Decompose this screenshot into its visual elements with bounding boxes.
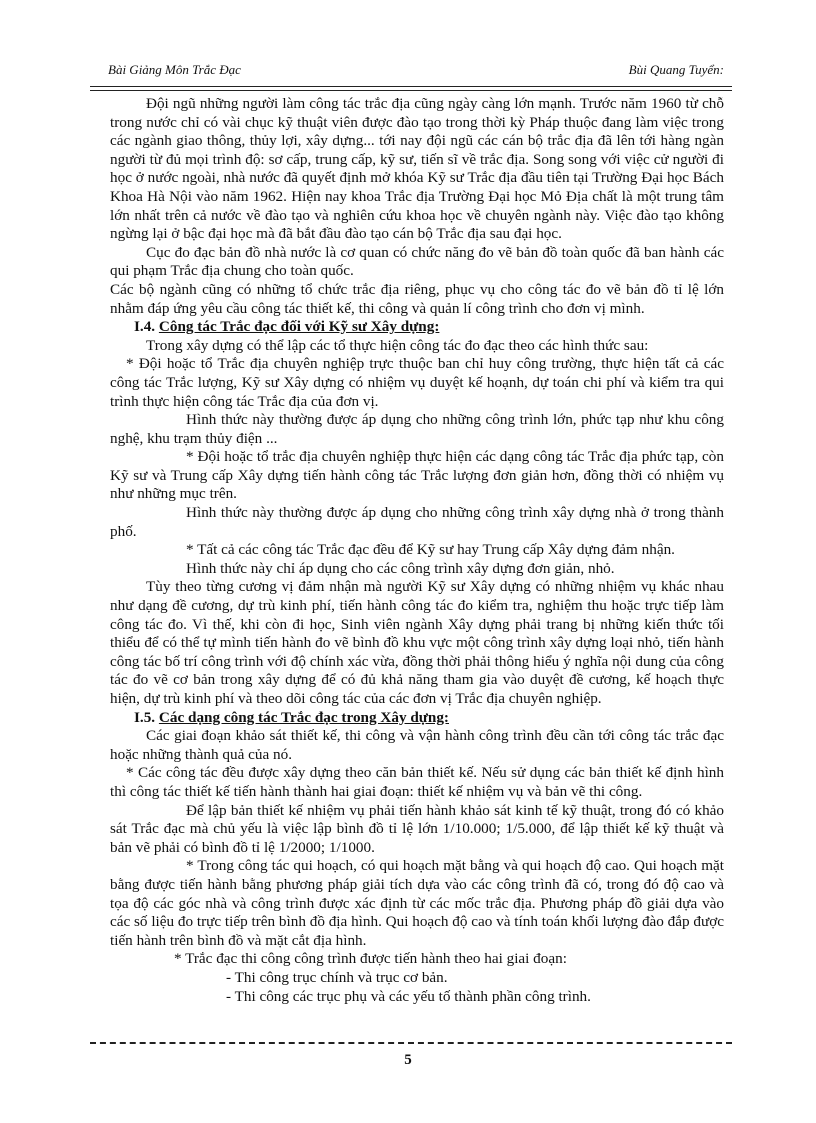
page-number: 5 [404, 1052, 412, 1068]
paragraph: * Các công tác đều được xây dựng theo căn bản thiết kế. Nếu sử dụng các bản thiết kế định hình thì công tác thiết kế tiến hành thành hai giai đoạn: thiết kế nhiệm vụ và bản vẽ thi công. [110, 764, 724, 800]
paragraph: Hình thức này thường được áp dụng cho những công trình xây dựng nhà ở trong thành phố. [110, 504, 724, 540]
list-item: - Thi công các trục phụ và các yếu tố thành phần công trình. [226, 987, 591, 1005]
paragraph: Để lập bản thiết kế nhiệm vụ phải tiến hành khảo sát kinh tế kỹ thuật, trong đó có khảo sát Trắc đạc mà chủ yếu là việc lập bình đồ tỉ lệ lớn 1/10.000; 1/5.000, để lập thiết kế kỹ thuật và bản vẽ phải có bình đồ tỉ lệ 1/2000; 1/1000. [110, 801, 724, 856]
document-body [110, 95, 724, 1006]
paragraph: Trong xây dựng có thể lập các tổ thực hiện công tác đo đạc theo các hình thức sau: [146, 336, 649, 354]
header-course-title: Bài Giảng Môn Trắc Đạc [108, 62, 241, 77]
page-header [108, 62, 724, 78]
paragraph: Các bộ ngành cũng có những tổ chức trắc địa riêng, phục vụ cho công tác đo vẽ bản đồ tỉ lệ lớn nhằm đáp ứng yêu cầu công tác thiết kế, thi công và quản lí công trình cho đơn vị mình. [110, 280, 724, 317]
paragraph: * Tất cả các công tác Trắc đạc đều để Kỹ sư hay Trung cấp Xây dựng đảm nhận. [186, 541, 675, 559]
paragraph: Hình thức này thường được áp dụng cho những công trình lớn, phức tạp như khu công nghệ, khu trạm thủy điện ... [110, 411, 724, 447]
paragraph: * Trắc đạc thi công công trình được tiến hành theo hai giai đoạn: [174, 950, 567, 968]
paragraph: Các giai đoạn khảo sát thiết kế, thi công và vận hành công trình đều cần tới công tác trắc đạc hoặc những thành quả của nó. [110, 727, 724, 763]
header-author: Bùi Quang Tuyển: [628, 62, 724, 77]
paragraph: * Đội hoặc tổ trắc địa chuyên nghiệp thực hiện các dạng công tác Trắc địa phức tạp, còn Kỹ sư và Trung cấp Xây dựng tiến hành công tác Trắc lượng đơn giản hơn, đồng thời có nhiệm vụ như những mục trên. [110, 448, 724, 503]
paragraph: Tùy theo từng cương vị đảm nhận mà người Kỹ sư Xây dựng có những nhiệm vụ khác nhau như dạng đề cương, dự trù kinh phí, tiến hành công tác đo kiểm tra, nghiệm thu hoặc trực tiếp làm công tác đo. Vì thế, khi còn đi học, Sinh viên ngành Xây dựng phải trang bị những kiến thức tối thiểu để có thể tự mình tiến hành đo vẽ bình đồ khu vực một công trình xây dựng loại nhỏ, tiến hành công tác bố trí công trình với độ chính xác vừa, đồng thời phải thông hiểu ý nghĩa nội dung của công tác đo vẽ cơ bản trong xây dựng để có đủ khả năng tham gia vào duyệt đề cương, kế hoạch thực hiện, dự trù kinh phí và theo dõi công tác của các đơn vị Trắc địa chuyên nghiệp. [110, 578, 724, 707]
paragraph: Cục đo đạc bản đồ nhà nước là cơ quan có chức năng đo vẽ bản đồ toàn quốc đã ban hành các qui phạm Trắc địa chung cho toàn quốc. [110, 243, 724, 280]
list-item: - Thi công trục chính và trục cơ bản. [226, 968, 448, 986]
section-heading-1-4 [110, 318, 724, 337]
section-number: I.5. [134, 708, 156, 726]
paragraph: * Đội hoặc tổ Trắc địa chuyên nghiệp trực thuộc ban chỉ huy công trường, thực hiện tất cả các công tác Trắc lượng, Kỹ sư Xây dựng có nhiệm vụ duyệt kế hoạnh, dự toán chi phí và kiểm tra qui trình thực hiện công tác Trắc địa của đơn vị. [110, 355, 724, 410]
paragraph: * Trong công tác qui hoạch, có qui hoạch mặt bằng và qui hoạch độ cao. Qui hoạch mặt bằng được tiến hành bằng phương pháp giải tích dựa vào các công trình đã có, trong đó độ cao và tọa độ các góc nhà và công trình được xác định từ các mốc trắc địa. Phương pháp đồ giải dựa vào các số liệu đo trực tiếp trên bình đồ địa hình. Qui hoạch độ cao và tính toán khối lượng đào đắp được tiến hành trên bình đồ và mặt cắt địa hình. [110, 857, 724, 949]
paragraph: Hình thức này chỉ áp dụng cho các công trình xây dựng đơn giản, nhỏ. [186, 559, 615, 577]
section-title: Các dạng công tác Trắc đạc trong Xây dựng: [158, 708, 449, 726]
footer-divider [90, 1042, 732, 1044]
paragraph: Đội ngũ những người làm công tác trắc địa cũng ngày càng lớn mạnh. Trước năm 1960 từ chỗ trong nước chỉ có vài chục kỹ thuật viên được đào tạo trong thời kỳ Pháp thuộc đang làm việc trong các ngành giao thông, thủy lợi, xây dựng... tới nay đội ngũ các cán bộ trắc địa đã lên tới hàng ngàn người từ đủ mọi trình độ: sơ cấp, trung cấp, kỹ sư, tiến sĩ về trắc địa. Song song với việc cử người đi học ở nước ngoài, nhà nước đã quyết định mở khóa Kỹ sư Trắc địa đầu tiên tại Trường Đại học Bách Khoa Hà Nội vào năm 1962. Hiện nay khoa Trắc địa Trường Đại học Mỏ Địa chất là một trung tâm lớn nhất trên cả nước về đào tạo và nghiên cứu khoa học về chuyên ngành này. Việc đào tạo không ngừng lại ở bậc đại học mà đã bắt đầu đào tạo cán bộ Trắc địa sau đại học. [110, 95, 724, 243]
section-heading-1-5 [110, 709, 724, 728]
header-divider [90, 86, 732, 91]
section-title: Công tác Trắc đạc đối với Kỹ sư Xây dựng: [158, 318, 440, 336]
section-number: I.4. [134, 318, 156, 336]
